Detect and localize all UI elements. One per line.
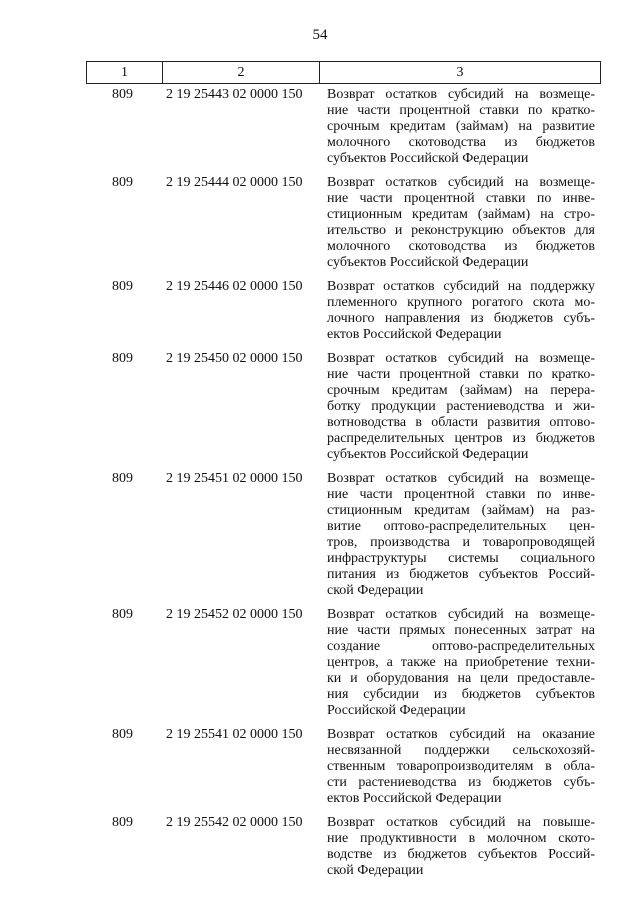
description-line: ительство и реконструкцию объектов для xyxy=(327,223,595,238)
description-line: субъектов Российской Федерации xyxy=(327,151,529,166)
income-description xyxy=(327,471,595,599)
description-line: племенного крупного рогатого скота мо- xyxy=(327,295,595,310)
description-line: ние части процентной ставки по кратко- xyxy=(327,367,595,382)
description-line: ектов Российской Федерации xyxy=(327,791,502,806)
description-line: ние части процентной ставки по инве- xyxy=(327,487,595,502)
income-description xyxy=(327,815,595,879)
income-description xyxy=(327,607,595,719)
description-line: субъектов Российской Федерации xyxy=(327,447,529,462)
description-line: Возврат остатков субсидий на оказание xyxy=(327,727,595,742)
admin-code: 809 xyxy=(112,727,133,742)
description-line: Возврат остатков субсидий на возмеще- xyxy=(327,87,595,102)
description-line: ботку продукции растениеводства и жи- xyxy=(327,399,595,414)
budget-classification-code: 2 19 25542 02 0000 150 xyxy=(166,815,303,830)
description-line: срочным кредитам (займам) на перера- xyxy=(327,383,595,398)
budget-classification-code: 2 19 25452 02 0000 150 xyxy=(166,607,303,622)
admin-code: 809 xyxy=(112,87,133,102)
income-description xyxy=(327,87,595,167)
description-line: молочного скотоводства из бюджетов xyxy=(327,239,595,254)
description-line: ектов Российской Федерации xyxy=(327,327,502,342)
admin-code: 809 xyxy=(112,815,133,830)
description-line: стиционным кредитам (займам) на стро- xyxy=(327,207,595,222)
description-line: ние части процентной ставки по кратко- xyxy=(327,103,595,118)
admin-code: 809 xyxy=(112,279,133,294)
description-line: лочного направления из бюджетов субъ- xyxy=(327,311,595,326)
budget-classification-code: 2 19 25450 02 0000 150 xyxy=(166,351,303,366)
budget-classification-code: 2 19 25451 02 0000 150 xyxy=(166,471,303,486)
budget-classification-code: 2 19 25446 02 0000 150 xyxy=(166,279,303,294)
column-number-3: 3 xyxy=(456,65,464,80)
income-description xyxy=(327,351,595,463)
description-line: несвязанной поддержки сельскохозяй- xyxy=(327,743,595,758)
description-line: стиционным кредитам (займам) на раз- xyxy=(327,503,595,518)
page-number: 54 xyxy=(312,27,328,43)
description-line: срочным кредитам (займам) на развитие xyxy=(327,119,595,134)
description-line: Возврат остатков субсидий на возмеще- xyxy=(327,175,595,190)
table-row xyxy=(0,727,640,807)
description-line: ской Федерации xyxy=(327,863,424,878)
admin-code: 809 xyxy=(112,471,133,486)
table-body xyxy=(0,87,640,887)
income-description xyxy=(327,727,595,807)
description-line: создание оптово-распределительных xyxy=(327,639,595,654)
description-line: витие оптово-распределительных цен- xyxy=(327,519,595,534)
income-description xyxy=(327,279,595,343)
table-row xyxy=(0,87,640,167)
table-row xyxy=(0,279,640,343)
table-row xyxy=(0,471,640,599)
description-line: ственным товаропроизводителям в обла- xyxy=(327,759,595,774)
description-line: сти растениеводства из бюджетов субъ- xyxy=(327,775,595,790)
description-line: распределительных центров из бюджетов xyxy=(327,431,595,446)
admin-code: 809 xyxy=(112,175,133,190)
budget-classification-code: 2 19 25444 02 0000 150 xyxy=(166,175,303,190)
description-line: ния субсидии из бюджетов субъектов xyxy=(327,687,595,702)
description-line: Российской Федерации xyxy=(327,703,466,718)
description-line: Возврат остатков субсидий на поддержку xyxy=(327,279,595,294)
admin-code: 809 xyxy=(112,351,133,366)
table-row xyxy=(0,607,640,719)
description-line: Возврат остатков субсидий на возмеще- xyxy=(327,351,595,366)
admin-code: 809 xyxy=(112,607,133,622)
description-line: центров, а также на приобретение техни- xyxy=(327,655,595,670)
description-line: ской Федерации xyxy=(327,583,424,598)
description-line: тров, производства и товаропроводящей xyxy=(327,535,595,550)
description-line: ние продуктивности в молочном ското- xyxy=(327,831,595,846)
table-row xyxy=(0,815,640,879)
description-line: молочного скотоводства из бюджетов xyxy=(327,135,595,150)
budget-classification-code: 2 19 25541 02 0000 150 xyxy=(166,727,303,742)
description-line: инфраструктуры системы социального xyxy=(327,551,595,566)
table-row xyxy=(0,351,640,463)
column-number-1: 1 xyxy=(87,62,163,83)
column-number-2: 2 xyxy=(163,62,320,83)
description-line: ние части прямых понесенных затрат на xyxy=(327,623,595,638)
description-line: ки и оборудования на цели предоставле- xyxy=(327,671,595,686)
description-line: Возврат остатков субсидий на возмеще- xyxy=(327,607,595,622)
description-line: Возврат остатков субсидий на возмеще- xyxy=(327,471,595,486)
table-row xyxy=(0,175,640,271)
table-column-header xyxy=(86,61,601,84)
description-line: водстве из бюджетов субъектов Россий- xyxy=(327,847,595,862)
description-line: вотноводства в области развития оптово- xyxy=(327,415,595,430)
budget-classification-code: 2 19 25443 02 0000 150 xyxy=(166,87,303,102)
income-description xyxy=(327,175,595,271)
description-line: субъектов Российской Федерации xyxy=(327,255,529,270)
description-line: ние части процентной ставки по инве- xyxy=(327,191,595,206)
description-line: Возврат остатков субсидий на повыше- xyxy=(327,815,595,830)
description-line: питания из бюджетов субъектов Россий- xyxy=(327,567,595,582)
